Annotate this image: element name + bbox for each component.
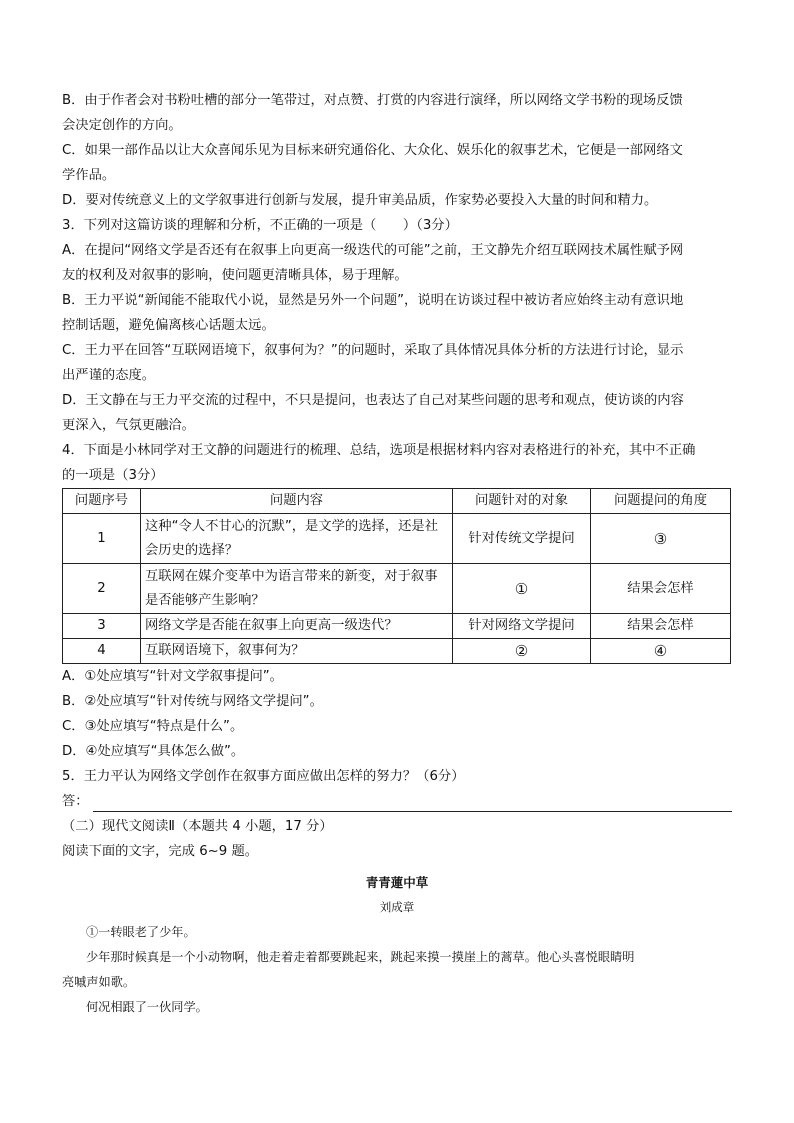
- q2-option-d-line1: D．要对传统意义上的文学叙事进行创新与发展，提升审美品质，作家势必要投入大量的时间和精力。: [62, 193, 658, 208]
- q2-option-c-line1: C．如果一部作品以让大众喜闻乐见为目标来研究通俗化、大众化、娱乐化的叙事艺术，它便是一部网络文: [62, 143, 683, 158]
- q3-option-b-line2: 控制话题，避免偏离核心话题太远。: [62, 318, 275, 333]
- q5-answer-label: 答：: [62, 794, 89, 809]
- q4-header-content: 问题内容: [141, 489, 453, 514]
- q4-header-target: 问题针对的对象: [453, 489, 591, 514]
- table-row: [63, 639, 731, 664]
- q4-table: [62, 488, 731, 664]
- q4-stem-line2: 的一项是（3分）: [62, 468, 164, 483]
- table-row: [63, 514, 731, 564]
- q4-row4-angle: ④: [591, 639, 731, 664]
- q2-options: [62, 88, 732, 213]
- passage-paragraph-3: 何况相跟了一伙同学。: [86, 1000, 208, 1014]
- q4-stem-line1: 4．下面是小林同学对王文静的问题进行的梳理、总结，选项是根据材料内容对表格进行的补充，其中不正确: [62, 443, 696, 458]
- passage-paragraph-1: ①一转眼老了少年。: [86, 925, 196, 939]
- q4-row3-angle: 结果会怎样: [591, 614, 731, 639]
- q3-option-c-line1: C．王力平在回答“互联网语境下，叙事何为？”的问题时，采取了具体情况具体分析的方法进行讨论，显示: [62, 343, 684, 358]
- table-row: [63, 564, 731, 614]
- q3-option-d-line2: 更深入，气氛更融洽。: [62, 418, 195, 433]
- q5-stem: 5．王力平认为网络文学创作在叙事方面应做出怎样的努力？（6分）: [62, 769, 465, 784]
- q4-table-header-row: [63, 489, 731, 514]
- section2-instruction: 阅读下面的文字，完成 6~9 题。: [62, 844, 259, 859]
- table-row: [63, 614, 731, 639]
- q4-row1-target: 针对传统文学提问: [453, 514, 591, 564]
- q4-row2-target: ①: [453, 564, 591, 614]
- q5-answer-line[interactable]: [93, 791, 732, 812]
- section2-heading: （二）现代文阅读Ⅱ（本题共 4 小题，17 分）: [62, 819, 333, 834]
- passage-paragraph-2-line2: 亮嘁声如歌。: [62, 975, 136, 989]
- passage-title: 青青蓮中草: [365, 875, 429, 890]
- q4-header-angle: 问题提问的角度: [591, 489, 731, 514]
- q4-row2-angle: 结果会怎样: [591, 564, 731, 614]
- q4-row4-content: 互联网语境下，叙事何为？: [141, 639, 453, 664]
- q4-row1-number: 1: [63, 514, 141, 564]
- q3-option-c-line2: 出严谨的态度。: [62, 368, 156, 383]
- q2-option-b-line1: B．由于作者会对书粉吐槽的部分一笔带过，对点赞、打赏的内容进行演绎，所以网络文学书粉的现场反馈: [62, 93, 683, 108]
- q4-header-number: 问题序号: [63, 489, 141, 514]
- q4-row2-content: 互联网在媒介变革中为语言带来的新变，对于叙事是否能够产生影响？: [141, 564, 453, 614]
- q4-row1-content: 这种“令人不甘心的沉默”，是文学的选择，还是社会历史的选择？: [141, 514, 453, 564]
- passage-author: 刘成章: [379, 900, 415, 914]
- exam-page: [62, 88, 732, 1020]
- q3-option-b-line1: B．王力平说“新闻能不能取代小说，显然是另外一个问题”，说明在访谈过程中被访者应始终主动有意识地: [62, 293, 684, 308]
- question-3: [62, 213, 732, 438]
- q4-option-a: A．①处应填写“针对文学叙事提问”。: [62, 669, 283, 684]
- q4-row1-angle: ③: [591, 514, 731, 564]
- q4-option-d: D．④处应填写“具体怎么做”。: [62, 744, 245, 759]
- q3-stem: 3．下列对这篇访谈的理解和分析，不正确的一项是（ ）（3分）: [62, 218, 458, 233]
- q4-row2-number: 2: [63, 564, 141, 614]
- q4-row3-target: 针对网络文学提问: [453, 614, 591, 639]
- q4-option-c: C．③处应填写“特点是什么”。: [62, 719, 244, 734]
- q4-row3-content: 网络文学是否能在叙事上向更高一级迭代？: [141, 614, 453, 639]
- q4-option-b: B．②处应填写“针对传统与网络文学提问”。: [62, 694, 323, 709]
- section-2: [62, 814, 732, 1020]
- question-5: [62, 764, 732, 814]
- q2-option-b-line2: 会决定创作的方向。: [62, 118, 182, 133]
- q4-row4-target: ②: [453, 639, 591, 664]
- question-4: [62, 438, 732, 764]
- q3-option-a-line1: A．在提问“网络文学是否还有在叙事上向更高一级迭代的可能”之前，王文静先介绍互联网技术属性赋予网: [62, 243, 684, 258]
- q4-row4-number: 4: [63, 639, 141, 664]
- q5-answer-area: [62, 789, 732, 814]
- q3-option-a-line2: 友的权利及对叙事的影响，使问题更清晰具体，易于理解。: [62, 268, 408, 283]
- q3-option-d-line1: D．王文静在与王力平交流的过程中，不只是提问，也表达了自己对某些问题的思考和观点，使访谈的内容: [62, 393, 684, 408]
- q2-option-c-line2: 学作品。: [62, 168, 116, 183]
- passage-paragraph-2-line1: 少年那时候真是一个小动物啊，他走着走着都要跳起来，跳起来摸一摸崖上的蒿草。他心头喜悦眼睛明: [86, 950, 635, 964]
- q4-row3-number: 3: [63, 614, 141, 639]
